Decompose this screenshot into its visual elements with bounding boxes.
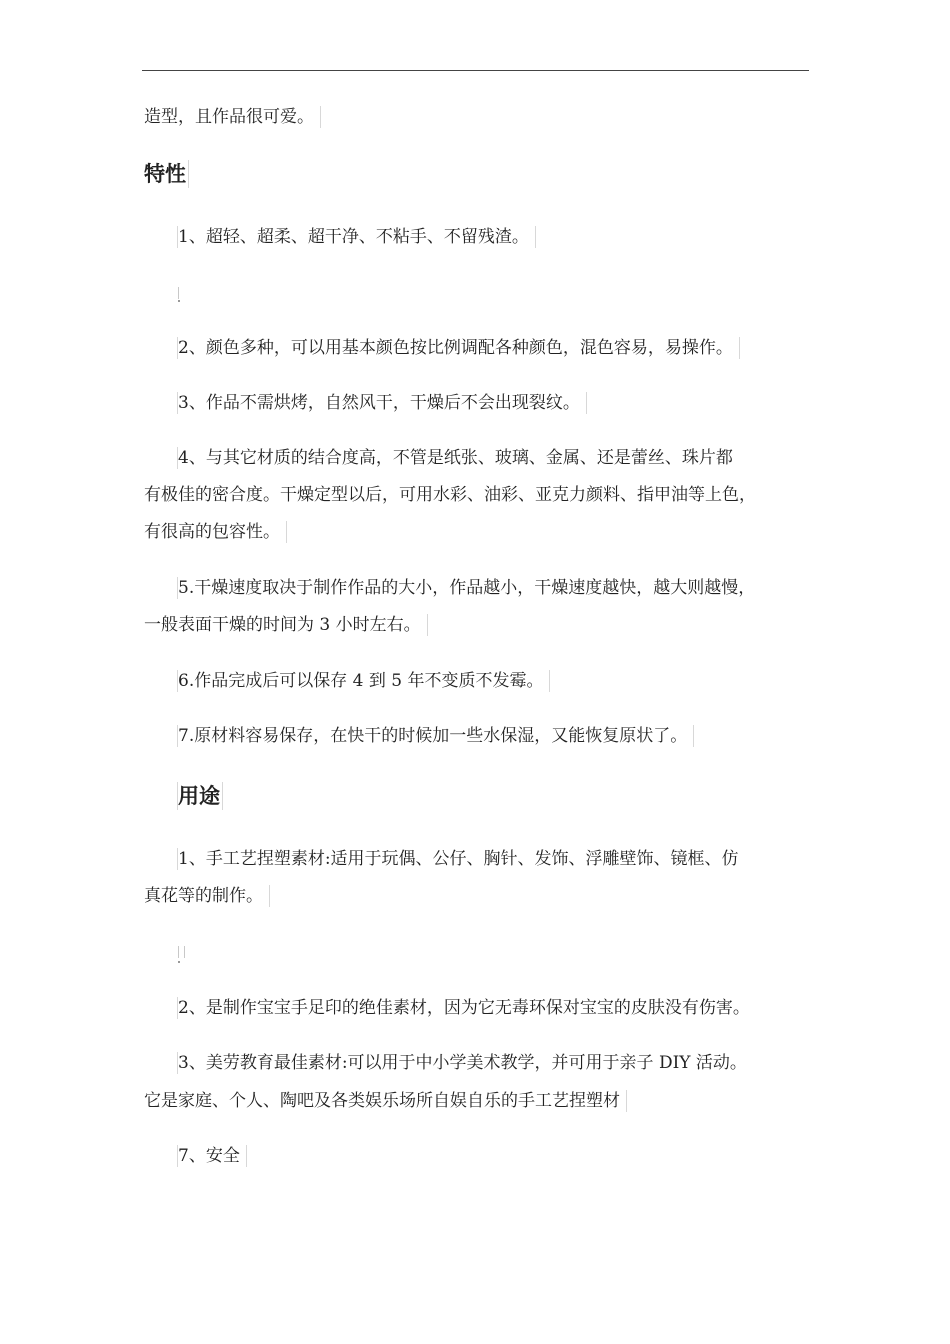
empty-paragraph-marker-3 xyxy=(184,946,185,958)
use-item-1-line1: 1、手工艺捏塑素材:适用于玩偶、公仔、胸针、发饰、浮雕壁饰、镜框、仿 xyxy=(178,849,739,869)
heading-uses: 用途 xyxy=(177,782,223,810)
feature-item-7: 7.原材料容易保存，在快干的时候加一些水保湿，又能恢复原状了。 xyxy=(177,725,694,747)
use-item-1-line2: 真花等的制作。 xyxy=(144,885,270,907)
use-item-2: 2、是制作宝宝手足印的绝佳素材，因为它无毒环保对宝宝的皮肤没有伤害。 xyxy=(178,998,750,1018)
use-item-3-line1: 3、美劳教育最佳素材:可以用于中小学美术教学，并可用于亲子 DIY 活动。 xyxy=(178,1053,747,1073)
feature-item-4-line1: 4、与其它材质的结合度高，不管是纸张、玻璃、金属、还是蕾丝、珠片都 xyxy=(178,448,733,468)
feature-item-6: 6.作品完成后可以保存 4 到 5 年不变质不发霉。 xyxy=(177,670,550,692)
intro-line: 造型，且作品很可爱。 xyxy=(144,106,321,128)
use-item-4: 7、安全 xyxy=(177,1145,247,1167)
empty-paragraph-dot-2 xyxy=(178,961,180,963)
feature-item-3: 3、作品不需烘烤，自然风干，干燥后不会出现裂纹。 xyxy=(177,392,587,414)
empty-paragraph-marker-2 xyxy=(178,946,179,958)
empty-paragraph-marker xyxy=(178,287,179,299)
feature-item-4-line2: 有极佳的密合度。干燥定型以后，可用水彩、油彩、亚克力颜料、指甲油等上色， xyxy=(144,485,756,505)
empty-paragraph-dot xyxy=(178,300,180,302)
header-rule xyxy=(142,70,809,71)
feature-item-5-line2: 一般表面干燥的时间为 3 小时左右。 xyxy=(144,614,428,636)
feature-item-1: 1、超轻、超柔、超干净、不粘手、不留残渣。 xyxy=(177,226,536,248)
feature-item-5-line1: 5.干燥速度取决于制作作品的大小，作品越小，干燥速度越快，越大则越慢， xyxy=(178,578,756,598)
heading-features: 特性 xyxy=(144,160,189,188)
use-item-3-line2: 它是家庭、个人、陶吧及各类娱乐场所自娱自乐的手工艺捏塑材 xyxy=(144,1090,627,1112)
feature-item-2: 2、颜色多种，可以用基本颜色按比例调配各种颜色，混色容易，易操作。 xyxy=(177,337,740,359)
feature-item-4-line3: 有很高的包容性。 xyxy=(144,521,287,543)
